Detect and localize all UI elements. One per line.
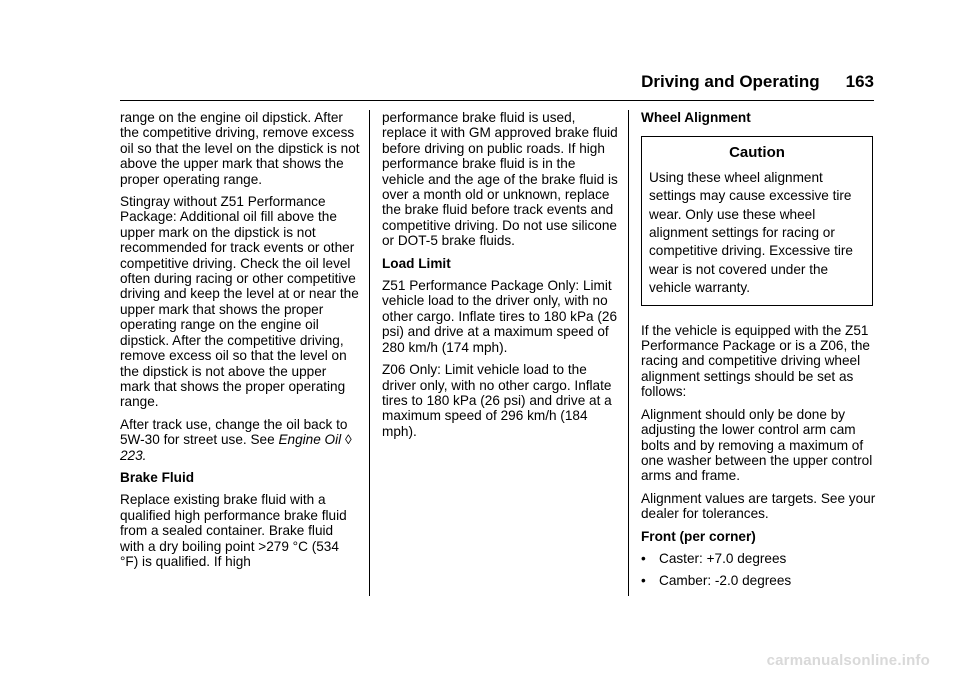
stingray-paragraph: Stingray without Z51 Performance Package: Additional oil fill above the upper mark on the dipstick is not recommended for track events or other competitive driving. Check the oil level often during racing or other competitive driving and keep the level at or near the upper mark that shows the proper operating range on the engine oil dipstick. After the competitive driving, remove excess oil so that the level on the dipstick is not above the upper mark that shows the proper operating range. (120, 194, 359, 410)
bullet-icon: • (641, 573, 646, 589)
alignment-intro-paragraph: If the vehicle is equipped with the Z51 Performance Package or is a Z06, the racing and competitive driving wheel alignment settings should be set as follows: (641, 322, 870, 400)
wheel-alignment-heading: Wheel Alignment (641, 110, 751, 125)
oil-change-paragraph: After track use, change the oil back to 5W-30 for street use. See Engine Oil ◊ 223. (120, 416, 352, 463)
brake-fluid-paragraph: Replace existing brake fluid with a qualified high performance brake fluid from a sealed container. Brake fluid with a dry boiling point >279 °C (534 °F) is qualified. If high (120, 492, 347, 569)
alignment-method-paragraph: Alignment should only be done by adjusting the lower control arm cam bolts and by removing a maximum of one washer between the upper control arms and frame. (641, 406, 873, 484)
alignment-targets-paragraph: Alignment values are targets. See your dealer for tolerances. (641, 490, 876, 522)
bullet-icon: • (641, 550, 646, 566)
engine-oil-link[interactable]: Engine Oil (278, 432, 342, 448)
caution-title: Caution (729, 144, 785, 162)
column-3 (641, 110, 877, 596)
oil-dipstick-paragraph: range on the engine oil dipstick. After the competitive driving, remove excess oil so that the level on the dipstick is not above the upper mark that shows the proper operating range. (120, 110, 360, 187)
caution-box (641, 136, 873, 305)
page-ref-icon: ◊ (344, 432, 352, 448)
column-divider-2 (628, 110, 629, 596)
brake-fluid-heading: Brake Fluid (120, 469, 195, 485)
page-number: 163 (845, 72, 874, 91)
brake-fluid-continued: performance brake fluid is used, replace it with GM approved brake fluid before driving on public roads. If high performance brake fluid is in the vehicle and the age of the brake fluid is over a month old or unknown, replace the brake fluid before track events and competitive driving. Do not use silicone or DOT-5 brake fluids. (382, 110, 618, 249)
caster-value: Caster: +7.0 degrees (659, 550, 787, 566)
watermark: carmanualsonline.info (766, 652, 930, 669)
list-item (641, 573, 877, 588)
page-ref-number[interactable]: 223. (120, 447, 147, 463)
list-item (641, 551, 877, 566)
column-1 (120, 110, 360, 576)
section-title: Driving and Operating (641, 72, 820, 91)
load-limit-heading: Load Limit (382, 255, 451, 271)
page-header (120, 72, 874, 92)
camber-value: Camber: -2.0 degrees (659, 573, 792, 589)
header-rule (120, 100, 874, 101)
column-2 (382, 110, 618, 446)
caution-body: Using these wheel alignment settings may cause excessive tire wear. Only use these wheel alignment settings for racing or competitive driving. Excessive tire wear is not covered under the vehicle warranty. (649, 169, 853, 296)
front-per-corner-heading: Front (per corner) (641, 528, 756, 544)
z06-load-paragraph: Z06 Only: Limit vehicle load to the driver only, with no other cargo. Inflate tires to 180 kPa (26 psi) and drive at a maximum speed of 296 km/h (184 mph). (382, 362, 612, 439)
column-divider-1 (369, 110, 370, 596)
z51-load-paragraph: Z51 Performance Package Only: Limit vehicle load to the driver only, with no other cargo. Inflate tires to 180 kPa (26 psi) and drive at a maximum speed of 280 km/h (174 mph). (382, 278, 618, 355)
